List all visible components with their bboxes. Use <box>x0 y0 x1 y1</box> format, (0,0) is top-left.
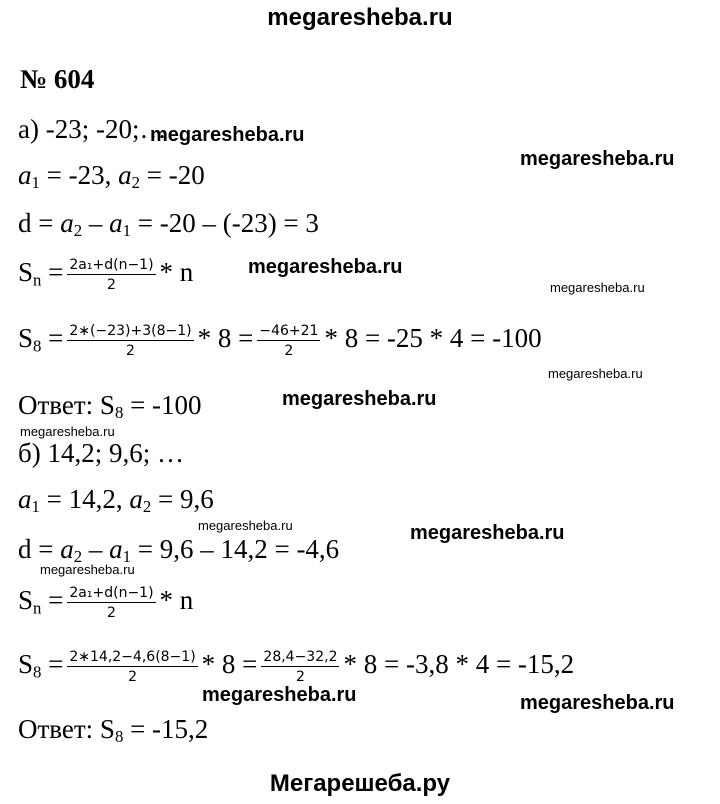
watermark: megaresheba.ru <box>198 518 293 533</box>
watermark: megaresheba.ru <box>410 522 565 544</box>
part-b-answer: Ответ: $S_8 = -15,2$ <box>18 714 209 747</box>
part-a-answer: Ответ: $S_8 = -100$ <box>18 390 202 423</box>
part-a-s8-calculation: $S_8$ = $\frac{2∗(-23)+3(8-1)}{2}$ * 8 = $\frac{-46+21}{2}$ * 8 = -25 * 4 = -100 <box>18 323 542 359</box>
s8-fraction-1: $\frac{2∗14,2-4,6(8-1)}{2}$ <box>69 649 196 685</box>
part-a-sum-formula: $S_n$ = $\frac{\text{2a₁+d(n−1)}}{2}$ * n <box>18 257 194 293</box>
part-a-difference: $d = a_2 - a_1 = -20 - (-23) = 3$ <box>18 208 319 241</box>
watermark: megaresheba.ru <box>548 366 643 381</box>
site-header: megaresheba.ru <box>267 4 453 31</box>
part-b-difference: $d = a_2 - a_1 = 9,6 - 14,2 = -4,6$ <box>18 534 340 567</box>
watermark: megaresheba.ru <box>550 280 645 295</box>
watermark: megaresheba.ru <box>520 692 675 714</box>
s8-fraction-2: $\frac{-46+21}{2}$ <box>259 323 319 359</box>
s8-fraction-2: $\frac{28,4-32,2}{2}$ <box>263 649 338 685</box>
problem-number: № 604 <box>20 64 95 94</box>
footer-brand: Мегарешеба.ру <box>269 770 451 797</box>
part-b-sum-formula: $S_n$ = $\frac{\text{2a₁+d(n−1)}}{2}$ * n <box>18 585 194 621</box>
part-a-terms: $a_1 = -23$, $a_2 = -20$ <box>18 160 205 193</box>
watermark: megaresheba.ru <box>20 424 115 439</box>
part-b-given: б) 14,2; 9,6; … <box>18 438 184 468</box>
part-b-s8-calculation: $S_8$ = $\frac{2∗14,2-4,6(8-1)}{2}$ * 8 = $\frac{28,4-32,2}{2}$ * 8 = -3,8 * 4 = -15,2 <box>18 649 575 685</box>
formula-fraction: $\frac{\text{2a₁+d(n−1)}}{2}$ <box>69 585 154 621</box>
watermark: megaresheba.ru <box>248 256 403 278</box>
watermark: megaresheba.ru <box>202 684 357 706</box>
watermark: megaresheba.ru <box>40 562 135 577</box>
formula-fraction: $\frac{\text{2a₁+d(n−1)}}{2}$ <box>69 257 154 293</box>
watermark: megaresheba.ru <box>282 388 437 410</box>
part-b-terms: $a_1 = 14,2$, $a_2 = 9,6$ <box>18 484 214 517</box>
watermark: megaresheba.ru <box>150 124 305 146</box>
part-a-given: а) -23; -20;… <box>18 114 167 144</box>
s8-fraction-1: $\frac{2∗(-23)+3(8-1)}{2}$ <box>69 323 192 359</box>
watermark: megaresheba.ru <box>520 148 675 170</box>
